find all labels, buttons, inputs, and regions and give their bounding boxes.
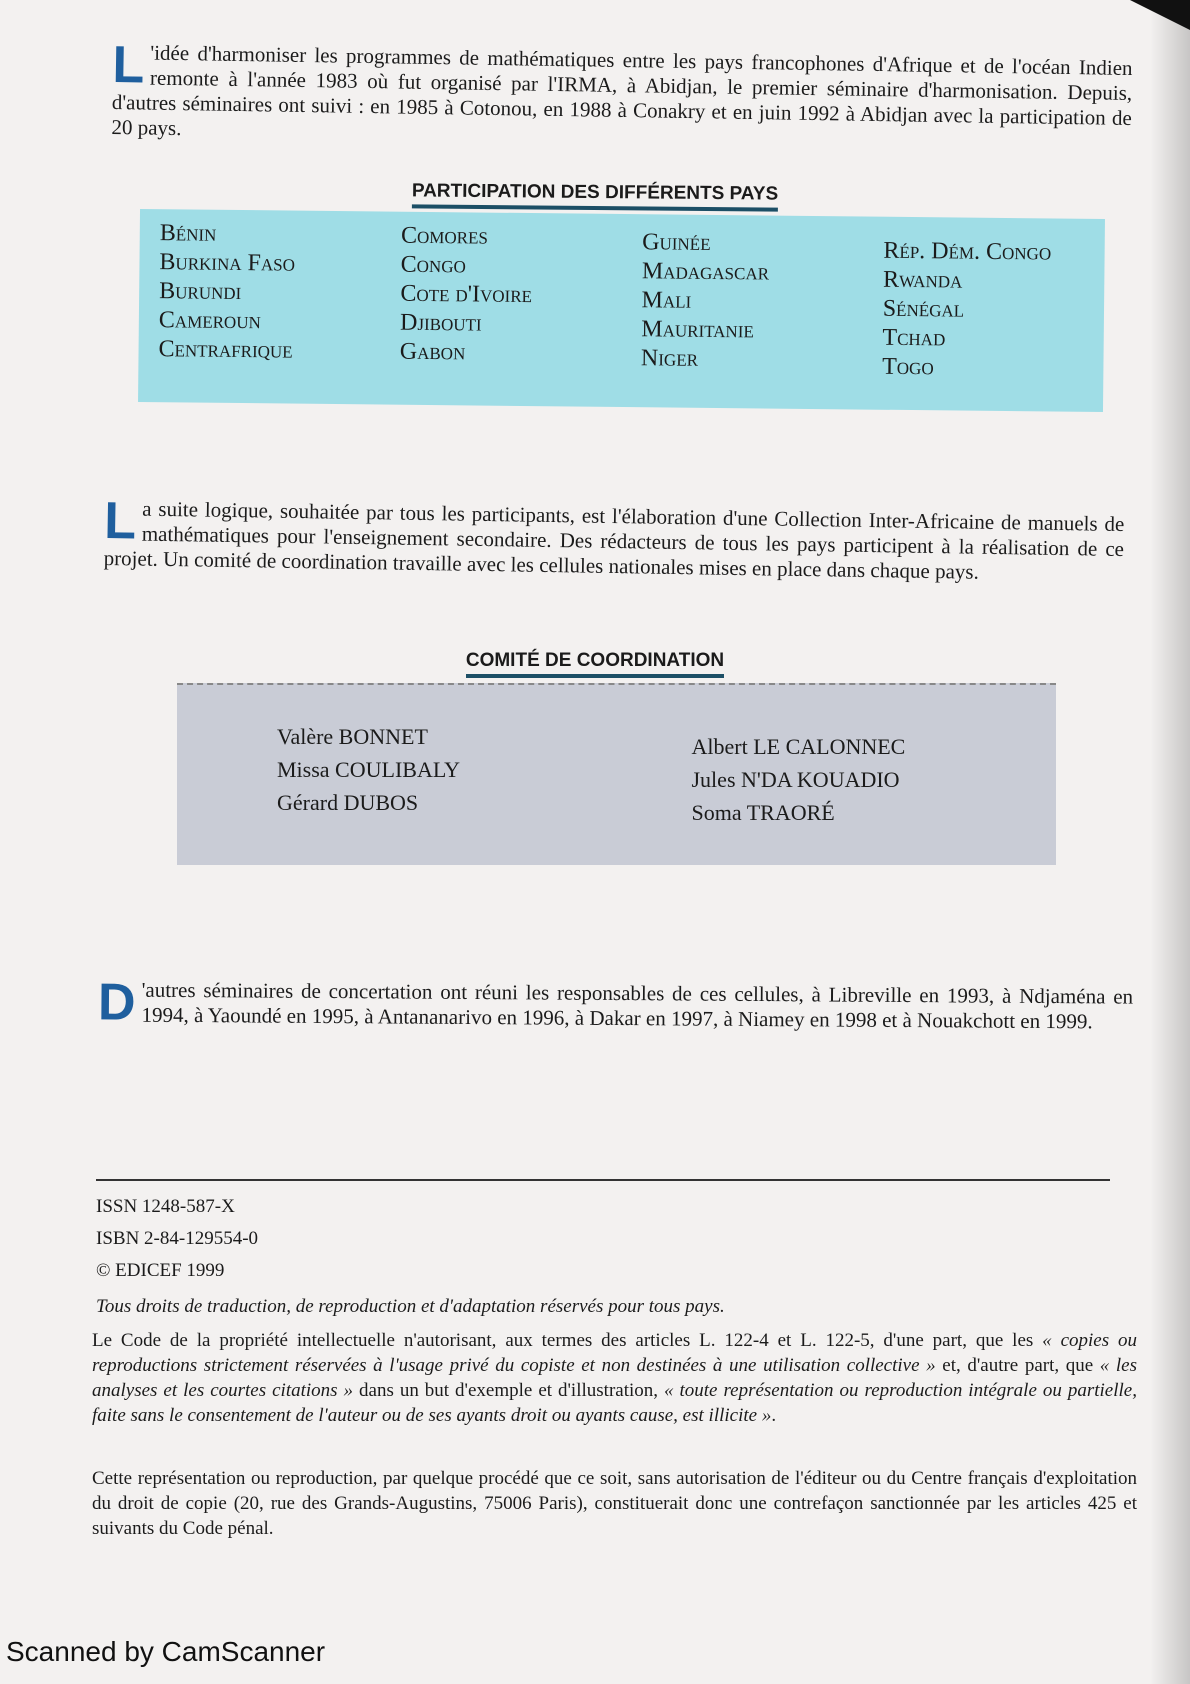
- committee-member: Gérard DUBOS: [277, 790, 419, 815]
- committee-column: [642, 685, 1057, 865]
- participation-box: [138, 209, 1105, 412]
- country-column: [862, 217, 1105, 413]
- country: Cote d'Ivoire: [400, 280, 533, 309]
- country: Burundi: [159, 278, 242, 306]
- rights-statement: Tous droits de traduction, de reproduction et d'adaptation réservés pour tous pays.: [96, 1296, 725, 1317]
- committee-member: Albert LE CALONNEC: [691, 734, 906, 759]
- country: Congo: [400, 251, 466, 279]
- country: Djibouti: [399, 309, 482, 337]
- country: Burkina Faso: [159, 249, 296, 277]
- suite-paragraph: [103, 491, 1125, 587]
- suite-text: a suite logique, souhaitée par tous les participants, est l'élaboration d'une Collection Inter-Africaine de manuels de mathématiques pour l'enseignement secondaire. Des rédacteurs de tous les pays participent à la réalisation de ce projet. Un comité de coordination travaille avec les cellules nationales mises en place dans chaque pays.: [103, 496, 1125, 584]
- country-column: [138, 209, 381, 405]
- intro-text: 'idée d'harmoniser les programmes de mathématiques entre les pays francophones d'Afrique et de l'océan Indien remonte à l'année 1983 où fut organisé par l'IRMA, à Abidjan, le premier séminaire d'harmonisation. Depuis, d'autres séminaires ont suivi : en 1985 à Cotonou, en 1988 à Conakry et en juin 1992 à Abidjan avec la participation de 20 pays.: [111, 40, 1133, 141]
- committee-column: [177, 685, 642, 865]
- country: Togo: [882, 353, 934, 381]
- camscanner-watermark: Scanned by CamScanner: [6, 1636, 326, 1667]
- committee-member: Jules N'DA KOUADIO: [691, 767, 900, 792]
- participation-heading: PARTICIPATION DES DIFFÉRENTS PAYS: [0, 177, 1190, 215]
- divider: [96, 1179, 1110, 1181]
- country: Guinée: [642, 229, 711, 256]
- country: Rép. Dém. Congo: [883, 237, 1052, 266]
- country: Mali: [641, 287, 692, 314]
- seminars-paragraph: [97, 973, 1134, 1034]
- committee-member: Missa COULIBALY: [277, 757, 460, 782]
- country: Gabon: [399, 338, 466, 366]
- committee-member: Valère BONNET: [277, 724, 428, 749]
- country-column: [379, 211, 622, 407]
- drop-cap: L: [112, 35, 145, 95]
- seminars-text: 'autres séminaires de concertation ont réuni les responsables de ces cellules, à Libreville en 1993, à Ndjaména en 1994, à Yaoundé en 1995, à Antananarivo en 1996, à Dakar en 1997, à Niamey en 1998 et à Nouakchott en 1999.: [141, 977, 1134, 1034]
- country: Bénin: [159, 220, 217, 247]
- country: Tchad: [882, 324, 946, 352]
- legal-code-paragraph: Le Code de la propriété intellectuelle n'autorisant, aux termes des articles L. 122-4 et L. 122-5, d'une part, que les « copies ou reproductions strictement réservées à l'usage privé du copiste et non destinées à une utilisation collective » et, d'autre part, que « les analyses et les courtes citations » dans un but d'exemple et d'illustration, « toute représentation ou reproduction intégrale ou partielle, faite sans le consentement de l'auteur ou de ses ayants droit ou ayants cause, est illicite ».: [92, 1330, 1137, 1426]
- committee-box: [177, 683, 1056, 865]
- drop-cap: D: [97, 973, 136, 1032]
- issn: ISSN 1248-587-X: [96, 1196, 235, 1217]
- page-edge-shadow: [1150, 0, 1190, 1684]
- country: Cameroun: [158, 307, 261, 335]
- committee-heading: COMITÉ DE COORDINATION: [0, 650, 1190, 678]
- country: Centrafrique: [158, 336, 293, 364]
- country: Niger: [640, 345, 699, 372]
- country: Sénégal: [882, 295, 965, 323]
- drop-cap: L: [103, 491, 137, 551]
- country: Comores: [400, 222, 489, 250]
- country: Rwanda: [882, 266, 963, 294]
- intro-paragraph: [111, 35, 1133, 156]
- country-column: [620, 214, 863, 410]
- country: Madagascar: [641, 258, 770, 286]
- penalty-paragraph: Cette représentation ou reproduction, par quelque procédé que ce soit, sans autorisation de l'éditeur ou du Centre français d'exploitation du droit de copie (20, rue des Grands-Augustins, 75006 Paris), constituerait donc une contrefaçon sanctionnée par les articles 425 et suivants du Code pénal.: [92, 1468, 1137, 1539]
- committee-member: Soma TRAORÉ: [691, 800, 835, 825]
- copyright: © EDICEF 1999: [96, 1260, 225, 1281]
- isbn: ISBN 2-84-129554-0: [96, 1228, 259, 1249]
- country: Mauritanie: [641, 316, 754, 344]
